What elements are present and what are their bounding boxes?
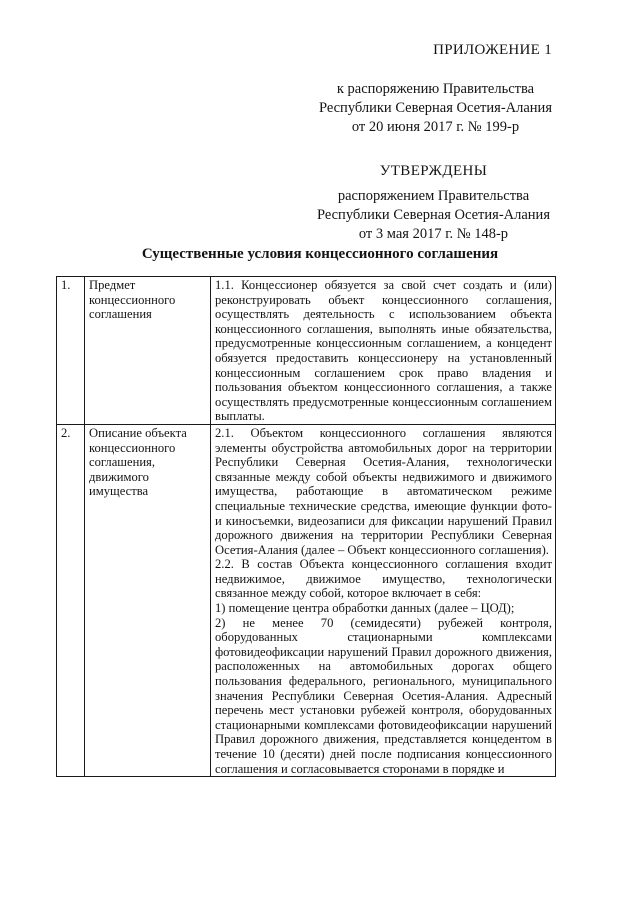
annex-reference xyxy=(319,80,552,137)
approved-title: УТВЕРЖДЕНЫ xyxy=(379,163,488,179)
row-subject: Описание объекта концессионного соглашения, движимого имущества xyxy=(85,424,211,776)
conditions-table xyxy=(56,276,556,777)
content-paragraph: 2) не менее 70 (семидесяти) рубежей контроля, оборудованных стационарными комплексами фотовидеофиксации нарушений Правил дорожного движения, расположенных на автомобильных дорогах общего пользования федерального, регионального, муниципального значения Республики Северная Осетия-Алания. Адресный перечень мест установки рубежей контроля, оборудованных стационарными комплексами фотовидеофиксации нарушений Правил дорожного движения, представляется концедентом в течение 10 (десяти) дней после подписания концессионного соглашения и согласовывается сторонами в порядке и xyxy=(215,615,552,776)
table-row xyxy=(57,277,556,425)
annex-title: ПРИЛОЖЕНИЕ 1 xyxy=(433,42,552,58)
annex-ref-line: к распоряжению Правительства xyxy=(336,81,535,97)
approved-line: Республики Северная Осетия-Алания xyxy=(316,207,550,223)
annex-ref-date: от 20 июня 2017 г. № 199-р xyxy=(351,119,520,135)
annex-ref-line: Республики Северная Осетия-Алания xyxy=(318,100,552,116)
approval-block xyxy=(317,162,550,244)
row-number: 1. xyxy=(57,277,85,425)
approved-date: от 3 мая 2017 г. № 148-р xyxy=(358,226,509,242)
row-content xyxy=(211,424,556,776)
content-paragraph: 1) помещение центра обработки данных (далее – ЦОД); xyxy=(215,601,515,616)
row-content xyxy=(211,277,556,425)
row-number: 2. xyxy=(57,424,85,776)
document-title: Существенные условия концессионного соглашения xyxy=(141,246,499,262)
approved-line: распоряжением Правительства xyxy=(337,188,530,204)
content-paragraph: 1.1. Концессионер обязуется за свой счет создать и (или) реконструировать объект концессионного соглашения, осуществлять деятельность с использованием объекта концессионного соглашения, выполнять иные обязательства, предусмотренные концессионным соглашением, а концедент обязуется предоставить концессионеру на установленный концессионным соглашением срок право владения и пользования объектом концессионного соглашения, а также осуществлять предусмотренные концессионным соглашением выплаты. xyxy=(215,278,552,424)
row-subject: Предмет концессионного соглашения xyxy=(85,277,211,425)
content-paragraph: 2.1. Объектом концессионного соглашения являются элементы обустройства автомобильных дорог на территории Республики Северная Осетия-Алания, технологически связанные между собой объекты недвижимого и движимого имущества, работающие в автоматическом режиме специальные технические средства, имеющие функции фото- и киносъемки, видеозаписи для фиксации нарушений Правил дорожного движения на территории Республики Северная Осетия-Алания (далее – Объект концессионного соглашения). xyxy=(215,425,552,557)
table-row xyxy=(57,424,556,776)
content-paragraph: 2.2. В состав Объекта концессионного соглашения входит недвижимое, движимое имущество, технологически связанное между собой, которое включает в себя: xyxy=(215,557,552,601)
